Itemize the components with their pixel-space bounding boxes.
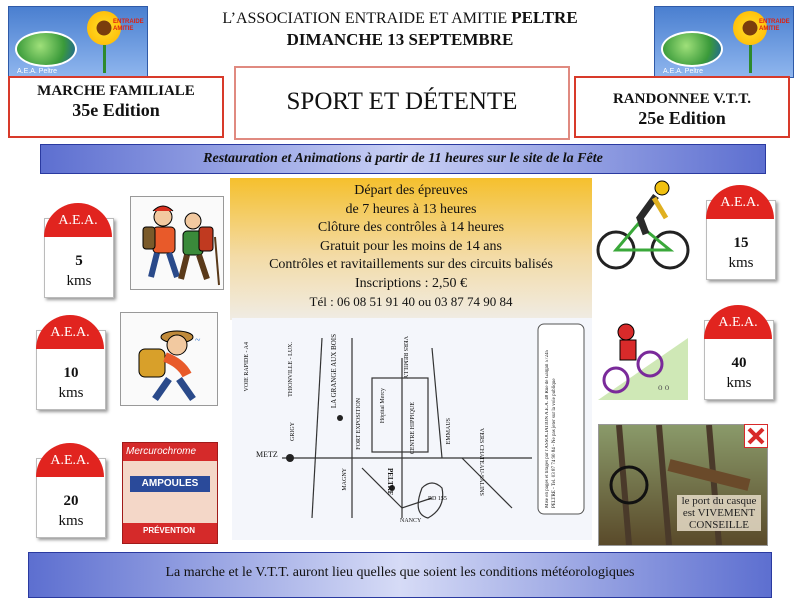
globe-icon bbox=[15, 31, 77, 67]
marker-unit: kms bbox=[66, 273, 92, 289]
marker-label: A.E.A. bbox=[44, 203, 112, 237]
marker-distance: 15 bbox=[733, 235, 749, 251]
map-label: LA GRANGE AUX BOIS bbox=[330, 334, 338, 409]
header-association bbox=[200, 8, 600, 28]
marker-label: A.E.A. bbox=[704, 305, 772, 339]
info-line: de 7 heures à 13 heures bbox=[345, 201, 477, 217]
info-line: Clôture des contrôles à 14 heures bbox=[317, 220, 505, 235]
map-label: THIONVILLE - LUX. bbox=[288, 342, 294, 397]
distance-marker-5km bbox=[44, 213, 114, 298]
marker-distance: 20 bbox=[63, 493, 79, 509]
marche-edition: 35e Edition bbox=[72, 100, 160, 120]
globe-icon bbox=[661, 31, 723, 67]
association-logo-right bbox=[654, 6, 794, 78]
map-label: Hôpital Mercy bbox=[380, 388, 386, 424]
hikers-illustration bbox=[130, 196, 224, 290]
weather-text: La marche et le V.T.T. auront lieu quelles que soient les conditions météorologiques bbox=[165, 565, 635, 580]
logo-text: ENTRAIDE AMITIE bbox=[759, 19, 790, 32]
map-label: RD 155 bbox=[428, 496, 447, 502]
map-label: VERS REMILLY bbox=[402, 336, 408, 379]
info-phone: Tél : 06 08 51 91 40 ou 03 87 74 90 84 bbox=[309, 294, 513, 309]
mercurochrome-brand: Mercurochrome bbox=[126, 446, 197, 457]
map-label: GRIGY bbox=[290, 422, 296, 441]
association-name: L’ASSOCIATION ENTRAIDE ET AMITIE bbox=[222, 10, 508, 27]
distance-marker-10km bbox=[36, 325, 106, 410]
town-name: PELTRE bbox=[511, 8, 578, 27]
map-label: EMMAUS bbox=[446, 418, 452, 445]
association-logo-left bbox=[8, 6, 148, 78]
map-label: CENTRE HIPPIQUE bbox=[410, 402, 416, 455]
center-title: SPORT ET DÉTENTE bbox=[286, 88, 518, 115]
svg-text:~: ~ bbox=[195, 335, 201, 346]
access-map bbox=[232, 318, 592, 540]
map-note: Mise en pages et tirages par l'ASSOCIATION A.E.A. 48 Rue de Gargan 57245 PELTRE - Tel. 03 87 74 90 84 - Ne pas jeter sur la voie publique bbox=[545, 349, 557, 508]
logo-caption: A.E.A. Peltre bbox=[663, 68, 704, 75]
map-label: NANCY bbox=[400, 518, 422, 524]
marker-distance: 40 bbox=[731, 355, 747, 371]
logo-caption: A.E.A. Peltre bbox=[17, 68, 58, 75]
randonnee-edition: 25e Edition bbox=[638, 108, 726, 128]
banner-text: Restauration et Animations à partir de 11 heures sur le site de la Fête bbox=[203, 151, 603, 166]
map-label: MAGNY bbox=[342, 468, 348, 491]
info-line: Départ des épreuves bbox=[354, 183, 468, 198]
marche-title: MARCHE FAMILIALE bbox=[37, 83, 195, 99]
restauration-banner bbox=[40, 144, 766, 174]
marker-distance: 5 bbox=[75, 253, 83, 269]
marker-label: A.E.A. bbox=[36, 443, 104, 477]
helmet-note: le port du casque est VIVEMENT CONSEILLE bbox=[677, 495, 761, 531]
crashed-bike-photo bbox=[598, 424, 768, 546]
marker-unit: kms bbox=[58, 385, 84, 401]
mountain-biker-illustration bbox=[598, 316, 688, 400]
cyclist-illustration bbox=[594, 178, 692, 274]
tired-hiker-illustration bbox=[120, 312, 218, 406]
marker-unit: kms bbox=[58, 513, 84, 529]
mercurochrome-item: AMPOULES bbox=[130, 476, 210, 492]
distance-marker-15km bbox=[706, 195, 776, 280]
map-label: METZ bbox=[256, 450, 278, 459]
map-label: PELTRE bbox=[386, 468, 394, 496]
logo-text: ENTRAIDE AMITIE bbox=[113, 19, 144, 32]
marker-label: A.E.A. bbox=[706, 185, 774, 219]
randonnee-box bbox=[574, 76, 790, 138]
info-box bbox=[230, 178, 592, 320]
map-label: FORT EXPOSITION bbox=[356, 398, 362, 450]
marker-unit: kms bbox=[728, 255, 754, 271]
info-line: Contrôles et ravitaillements sur des circuits balisés bbox=[269, 257, 553, 272]
marker-distance: 10 bbox=[63, 365, 79, 381]
marker-label: A.E.A. bbox=[36, 315, 104, 349]
map-label: VERS CHATEAU-SALINS bbox=[478, 428, 484, 496]
info-line: Gratuit pour les moins de 14 ans bbox=[320, 238, 502, 254]
distance-marker-40km bbox=[704, 315, 774, 400]
center-title-box bbox=[234, 66, 570, 140]
map-label: VOIE RAPIDE - A4 bbox=[244, 342, 250, 392]
mercurochrome-box bbox=[120, 438, 218, 544]
event-date: DIMANCHE 13 SEPTEMBRE bbox=[286, 30, 514, 49]
marker-unit: kms bbox=[726, 375, 752, 391]
warning-icon bbox=[744, 424, 768, 448]
distance-marker-20km bbox=[36, 453, 106, 538]
weather-banner bbox=[28, 552, 772, 598]
marche-box bbox=[8, 76, 224, 138]
info-line: Inscriptions : 2,50 € bbox=[355, 275, 467, 291]
svg-text:o o: o o bbox=[658, 382, 670, 392]
randonnee-title: RANDONNEE V.T.T. bbox=[612, 91, 752, 107]
mercurochrome-sub: PRÉVENTION bbox=[142, 526, 195, 535]
